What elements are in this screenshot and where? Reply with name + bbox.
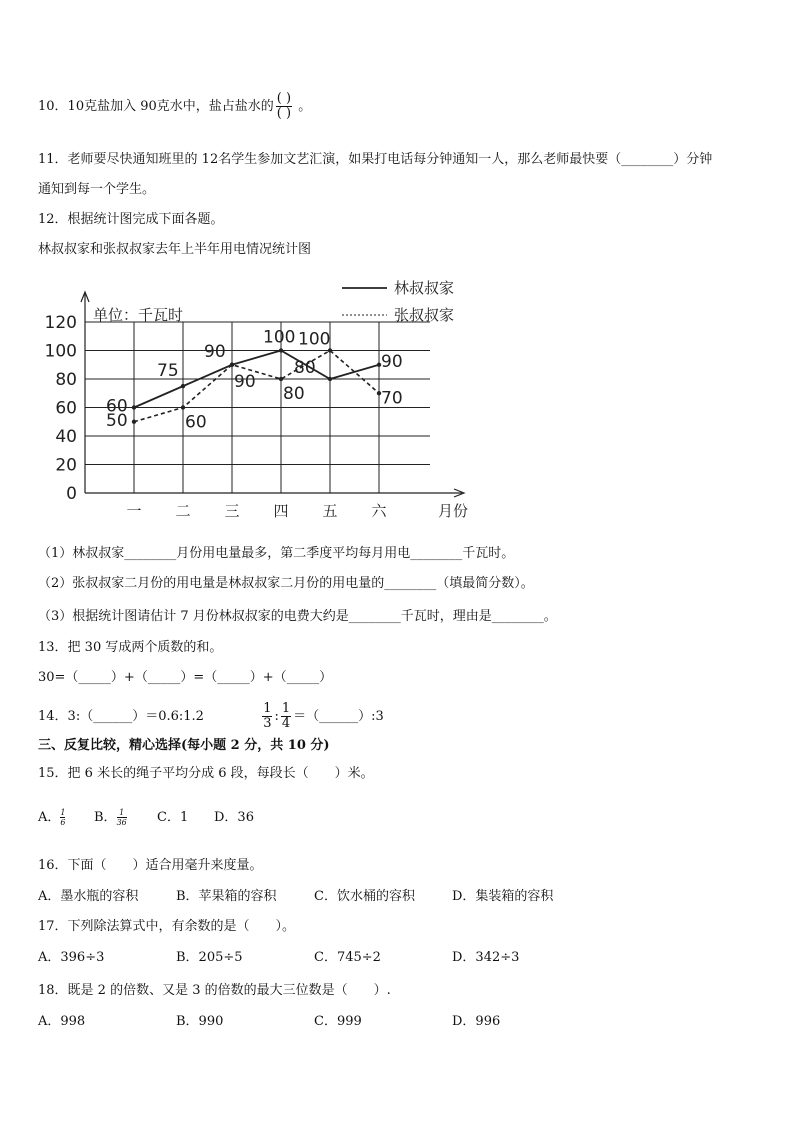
q17-option-d[interactable]: D．342÷3 <box>452 950 520 965</box>
q15-b-den: 36 <box>116 818 127 827</box>
question-16: 16．下面（ ）适合用毫升来度量。 <box>38 858 263 873</box>
y-tick-label: 40 <box>55 427 77 447</box>
unit-label: 单位：千瓦时 <box>93 306 184 324</box>
q18-option-d[interactable]: D．996 <box>452 1014 501 1029</box>
q15-a-den: 6 <box>60 818 66 827</box>
q10-suffix: 。 <box>298 99 312 114</box>
data-label-s1-4: 100 <box>263 327 296 348</box>
data-label-s1-3: 90 <box>204 341 226 362</box>
data-label-s1-1: 60 <box>106 396 128 417</box>
q14-fraction-1 <box>262 702 272 731</box>
question-18: 18．既是 2 的倍数、又是 3 的倍数的最大三位数是（ ）. <box>38 983 391 998</box>
q14-fraction-2-den: 4 <box>281 716 291 731</box>
data-label-s1-2: 75 <box>157 361 179 382</box>
q17-option-a[interactable]: A．396÷3 <box>38 950 105 965</box>
question-14 <box>38 702 384 731</box>
q18-option-b[interactable]: B．990 <box>176 1014 224 1029</box>
y-tick-label: 0 <box>66 484 77 504</box>
data-label-s2-6: 70 <box>381 388 403 409</box>
data-label-s2-1: 50 <box>106 410 128 431</box>
q16-option-d[interactable]: D．集装箱的容积 <box>452 889 554 904</box>
x-axis-label: 月份 <box>438 502 469 520</box>
data-label-s2-5: 100 <box>298 329 331 350</box>
q14-colon: : <box>274 709 279 724</box>
q15-option-d[interactable]: D．36 <box>214 810 254 825</box>
y-tick-label: 20 <box>55 455 77 476</box>
data-label-s2-2: 60 <box>185 412 207 433</box>
q18-option-c[interactable]: C．999 <box>314 1014 362 1029</box>
question-10 <box>38 92 311 121</box>
data-label-s2-4: 80 <box>283 384 305 404</box>
q15-option-a-fraction <box>60 808 65 827</box>
y-tick-label: 80 <box>55 370 77 390</box>
chart-series <box>106 328 403 433</box>
question-11-line2: 通知到每一个学生。 <box>38 182 156 197</box>
q14-part1: 14．3:（______）＝0.6:1.2 <box>38 709 204 724</box>
legend-label-2: 张叔叔家 <box>394 306 455 324</box>
data-point-s2-4 <box>279 377 283 381</box>
data-point-s2-2 <box>181 405 185 409</box>
q12-sub-1: （1）林叔叔家________月份用电量最多，第二季度平均每月用电________千瓦时。 <box>38 546 515 561</box>
q17-option-c[interactable]: C．745÷2 <box>314 950 381 965</box>
section-3-heading: 三、反复比较，精心选择(每小题 2 分，共 10 分) <box>38 738 330 753</box>
q10-fraction-numerator: ( ) <box>276 91 292 106</box>
chart-legend <box>342 279 454 324</box>
x-tick-label: 六 <box>371 502 387 520</box>
data-point-s1-5 <box>328 377 332 381</box>
x-tick-label: 四 <box>273 502 289 520</box>
line-chart <box>30 272 480 522</box>
q15-option-a[interactable] <box>38 806 65 827</box>
q15-option-a-label: A． <box>38 810 61 825</box>
question-13: 13．把 30 写成两个质数的和。 <box>38 640 223 655</box>
legend-label-1: 林叔叔家 <box>394 279 455 297</box>
q17-option-b[interactable]: B．205÷5 <box>176 950 243 965</box>
data-label-s1-5: 80 <box>294 358 316 378</box>
q15-option-b[interactable] <box>94 806 127 827</box>
q13-expression: 30=（_____）+（_____）=（_____）+（_____） <box>38 670 333 685</box>
data-label-s1-6: 90 <box>381 351 403 372</box>
y-tick-label: 100 <box>44 341 77 362</box>
q16-option-a[interactable]: A．墨水瓶的容积 <box>38 889 139 904</box>
question-15: 15．把 6 米长的绳子平均分成 6 段，每段长（ ）米。 <box>38 766 374 781</box>
q14-fraction-2 <box>281 702 291 731</box>
q16-option-c[interactable]: C．饮水桶的容积 <box>314 889 415 904</box>
data-point-s2-3 <box>230 363 234 367</box>
q15-option-c[interactable]: C．1 <box>157 810 189 825</box>
y-tick-label: 120 <box>44 313 77 333</box>
question-17: 17．下列除法算式中，有余数的是（ ）。 <box>38 919 296 934</box>
x-tick-label: 五 <box>322 502 338 520</box>
data-point-s1-2 <box>181 384 185 388</box>
x-tick-label: 三 <box>224 502 240 520</box>
data-point-s1-1 <box>132 405 136 409</box>
q12-sub-3: （3）根据统计图请估计 7 月份林叔叔家的电费大约是________千瓦时，理由是________。 <box>38 609 557 624</box>
y-tick-label: 60 <box>55 398 77 419</box>
q18-option-a[interactable]: A．998 <box>38 1014 86 1029</box>
x-tick-label: 一 <box>126 502 142 520</box>
chart-title: 林叔叔家和张叔叔家去年上半年用电情况统计图 <box>38 242 312 257</box>
question-12: 12．根据统计图完成下面各题。 <box>38 212 224 227</box>
question-11-line1: 11．老师要尽快通知班里的 12名学生参加文艺汇演，如果打电话每分钟通知一人，那么老师最快要（________）分钟 <box>38 152 713 167</box>
q10-fraction <box>276 92 292 121</box>
q15-a-num: 1 <box>60 808 66 817</box>
q15-option-b-label: B． <box>94 810 117 825</box>
q15-option-b-fraction <box>117 808 127 827</box>
q15-b-num: 1 <box>117 808 127 818</box>
q12-sub-2: （2）张叔叔家二月份的用电量是林叔叔家二月份的用电量的________（填最简分数）。 <box>38 576 534 591</box>
q14-fraction-1-den: 3 <box>263 716 272 731</box>
q14-fraction-1-num: 1 <box>263 701 272 716</box>
q14-fraction-2-num: 1 <box>281 701 291 716</box>
data-point-s2-1 <box>132 420 136 424</box>
q16-option-b[interactable]: B．苹果箱的容积 <box>176 889 277 904</box>
data-label-s2-3: 90 <box>234 371 256 392</box>
q14-part2: ＝（______）:3 <box>293 709 384 724</box>
data-point-s1-4 <box>279 348 283 352</box>
x-tick-label: 二 <box>175 502 191 520</box>
q10-fraction-denominator: ( ) <box>276 106 292 121</box>
q10-text: 10．10克盐加入 90克水中，盐占盐水的 <box>38 99 274 114</box>
